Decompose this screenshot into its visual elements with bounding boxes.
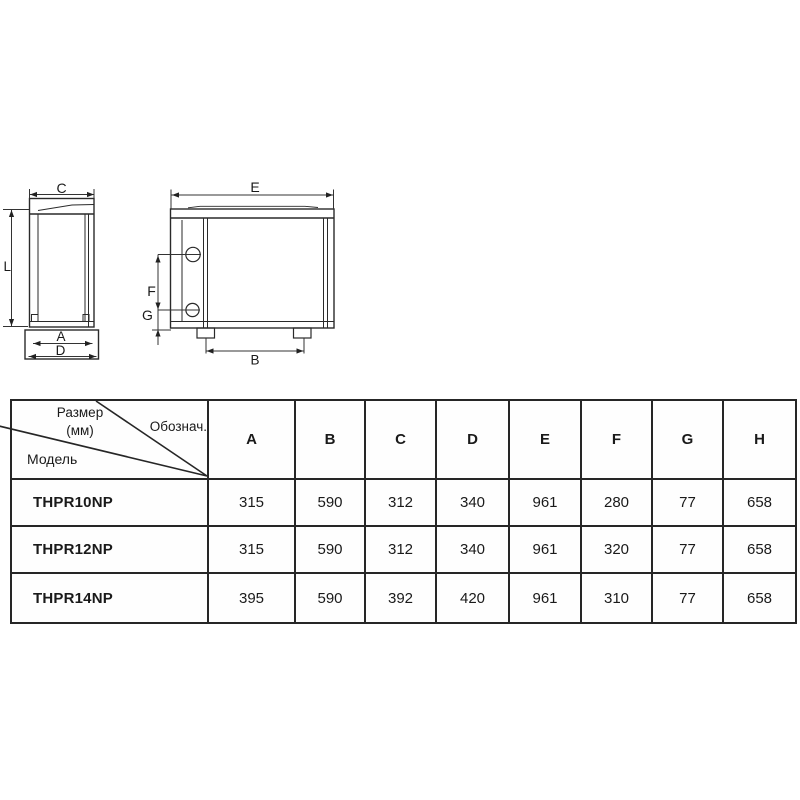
dimensions-table <box>10 399 797 624</box>
arrowhead <box>30 192 37 197</box>
arrowhead <box>155 303 160 310</box>
dim-value-cell: 340 <box>437 480 510 527</box>
dim-value-cell: 315 <box>209 480 296 527</box>
dim-value-cell: 77 <box>653 574 724 622</box>
front-view-drawing <box>171 206 335 338</box>
col-header-g: G <box>653 401 724 480</box>
arrowhead <box>34 341 41 346</box>
dim-value-cell: 658 <box>724 527 795 574</box>
corner-model-label: Модель <box>27 451 78 467</box>
dim-label-c: C <box>56 180 67 196</box>
dim-value-cell: 77 <box>653 527 724 574</box>
dim-label-f: F <box>147 283 156 299</box>
dim-label-a: A <box>56 329 66 344</box>
dim-value-cell: 312 <box>366 480 437 527</box>
foot-left <box>197 328 215 338</box>
table-corner-cell <box>12 401 209 480</box>
arrowhead <box>9 210 14 217</box>
dim-label-e: E <box>250 179 260 195</box>
arrowhead <box>9 319 14 326</box>
dim-value-cell: 77 <box>653 480 724 527</box>
col-header-d: D <box>437 401 510 480</box>
side-view-dimensions <box>3 180 97 359</box>
dim-value-cell: 590 <box>296 574 366 622</box>
dim-value-cell: 320 <box>582 527 653 574</box>
model-name: THPR12NP <box>12 527 209 574</box>
col-header-e: E <box>510 401 582 480</box>
dim-value-cell: 420 <box>437 574 510 622</box>
dim-value-cell: 340 <box>437 527 510 574</box>
dim-label-g: G <box>142 307 153 323</box>
corner-bracket-left <box>32 315 39 322</box>
col-header-f: F <box>582 401 653 480</box>
dim-value-cell: 961 <box>510 527 582 574</box>
dim-value-cell: 310 <box>582 574 653 622</box>
dim-value-cell: 312 <box>366 527 437 574</box>
dim-value-cell: 590 <box>296 480 366 527</box>
dim-value-cell: 658 <box>746 589 773 607</box>
col-header-a: A <box>209 401 296 480</box>
corner-size-label <box>42 404 118 440</box>
dim-value-cell: 590 <box>296 527 366 574</box>
dim-label-l: L <box>3 259 11 274</box>
dim-value-cell: 961 <box>510 480 582 527</box>
dim-value-cell: 392 <box>366 574 437 622</box>
dim-value-cell: 961 <box>510 574 582 622</box>
col-header-c: C <box>366 401 437 480</box>
size-label: Размер <box>56 405 104 420</box>
dim-value-cell: 280 <box>582 480 653 527</box>
col-header-b: B <box>296 401 366 480</box>
dim-value-cell: 395 <box>209 574 296 622</box>
arrowhead <box>207 348 214 353</box>
dim-label-b: B <box>250 352 260 368</box>
col-header-h: H <box>724 401 795 480</box>
arrowhead <box>155 256 160 263</box>
arrowhead <box>297 348 304 353</box>
dim-value-cell: 658 <box>724 480 795 527</box>
model-name: THPR14NP <box>12 574 209 622</box>
dim-label-d: D <box>55 343 66 358</box>
dim-value-cell: 315 <box>209 527 296 574</box>
arrowhead <box>326 192 333 197</box>
corner-designation-label: Обознач. <box>149 419 207 434</box>
arrowhead <box>85 341 92 346</box>
arrowhead <box>172 192 179 197</box>
arrowhead <box>87 192 94 197</box>
size-unit-label: (мм) <box>66 422 94 438</box>
model-name: THPR10NP <box>12 480 209 527</box>
foot-right <box>294 328 312 338</box>
arrowhead <box>155 330 160 337</box>
